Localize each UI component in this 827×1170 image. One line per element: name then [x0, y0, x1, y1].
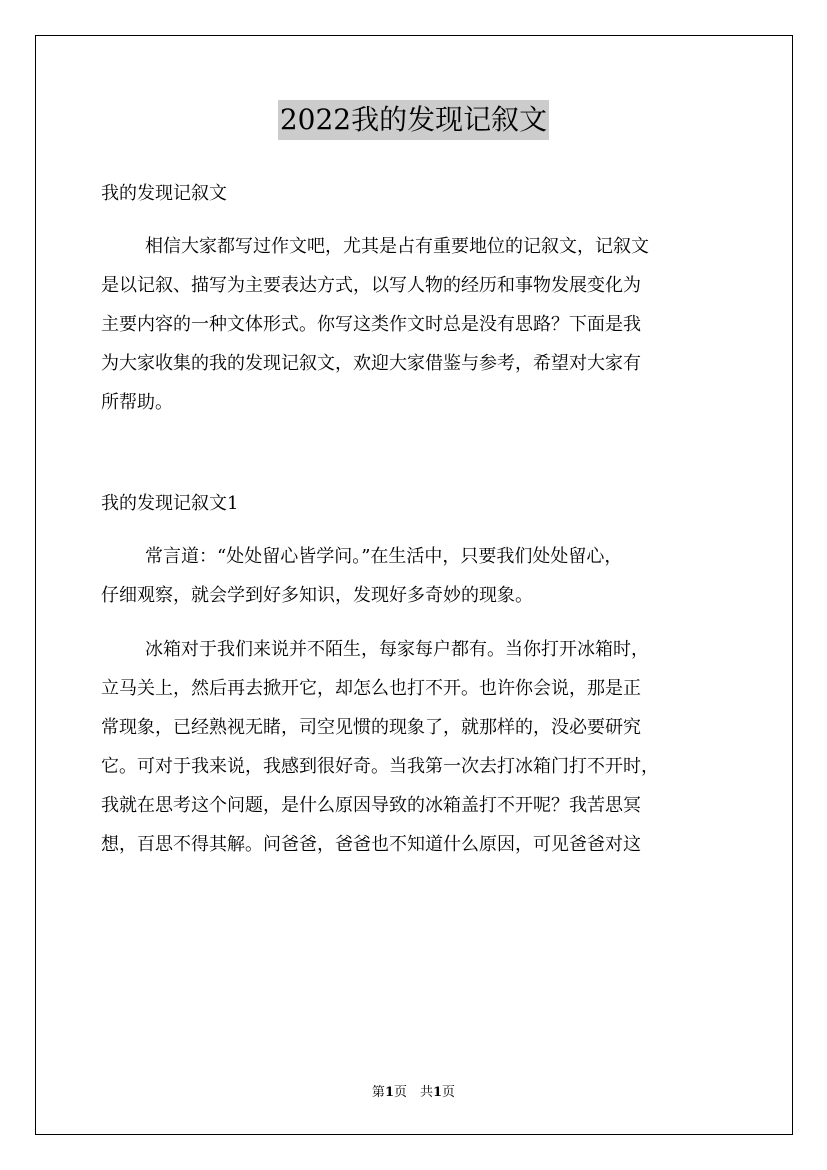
- page-footer: [0, 1083, 827, 1103]
- paragraph-line: 所帮助。: [101, 392, 173, 413]
- paragraph-line: 常言道：“处处留心皆学问。”在生活中，只要我们处处留心，: [145, 546, 623, 567]
- footer-page-number: 1: [384, 1085, 394, 1100]
- paragraph-line: 相信大家都写过作文吧，尤其是占有重要地位的记叙文，记叙文: [145, 236, 649, 257]
- intro-paragraph: [101, 227, 741, 422]
- document-heading: 我的发现记叙文: [101, 183, 227, 204]
- paragraph-line: 它。可对于我来说，我感到很好奇。当我第一次去打冰箱门打不开时，: [101, 756, 659, 777]
- paragraph-line: 冰箱对于我们来说并不陌生，每家每户都有。当你打开冰箱时，: [145, 639, 649, 660]
- section-heading: 我的发现记叙文1: [101, 493, 239, 514]
- paragraph-2: [101, 630, 741, 864]
- paragraph-line: 仔细观察，就会学到好多知识，发现好多奇妙的现象。: [101, 585, 533, 606]
- document-body: [101, 174, 741, 864]
- title-container: [0, 100, 827, 140]
- paragraph-line: 我就在思考这个问题，是什么原因导致的冰箱盖打不开呢？我苦思冥: [101, 795, 641, 816]
- paragraph-line: 是以记叙、描写为主要表达方式，以写人物的经历和事物发展变化为: [101, 275, 641, 296]
- paragraph-line: 常现象，已经熟视无睹，司空见惯的现象了，就那样的，没必要研究: [101, 717, 641, 738]
- footer-suffix: 页: [442, 1085, 456, 1100]
- footer-prefix: 第: [371, 1085, 385, 1100]
- footer-mid: 页 共: [393, 1085, 433, 1100]
- footer-page-total: 1: [433, 1085, 443, 1100]
- paragraph-line: 想，百思不得其解。问爸爸，爸爸也不知道什么原因，可见爸爸对这: [101, 834, 641, 855]
- paragraph-line: 主要内容的一种文体形式。你写这类作文时总是没有思路？下面是我: [101, 314, 641, 335]
- document-title: 2022我的发现记叙文: [278, 100, 549, 140]
- paragraph-line: 立马关上，然后再去掀开它，却怎么也打不开。也许你会说，那是正: [101, 678, 641, 699]
- paragraph-line: 为大家收集的我的发现记叙文，欢迎大家借鉴与参考，希望对大家有: [101, 353, 641, 374]
- paragraph-1: [101, 537, 741, 615]
